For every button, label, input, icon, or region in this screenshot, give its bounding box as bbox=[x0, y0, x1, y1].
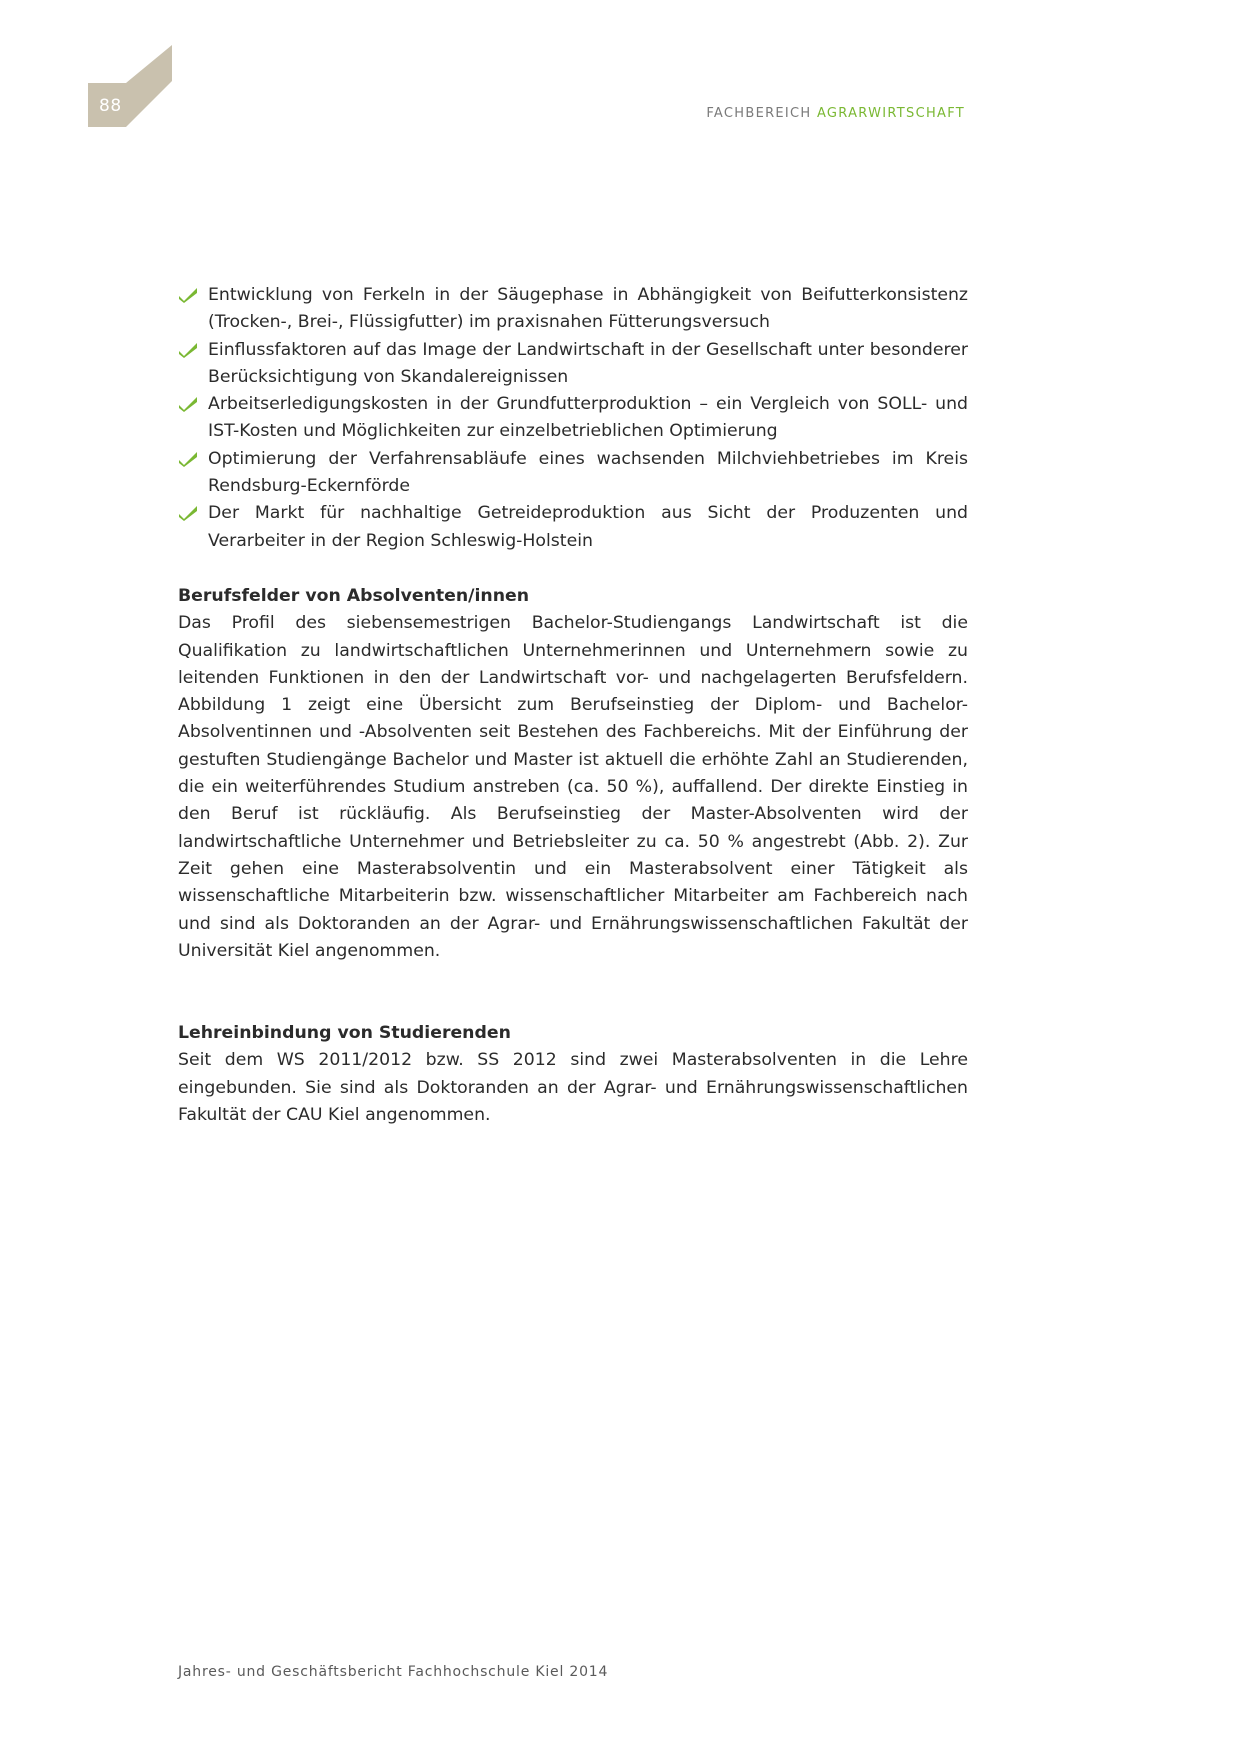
list-item-text: Arbeitserledigungskosten in der Grundfutterproduktion – ein Vergleich von SOLL- und IST-Kosten und Möglichkeiten zur einzelbetrieblichen Optimierung bbox=[208, 394, 968, 442]
check-icon bbox=[178, 287, 198, 303]
check-icon bbox=[178, 451, 198, 467]
list-item bbox=[178, 282, 968, 337]
running-head-department: FACHBEREICH bbox=[706, 106, 812, 121]
check-icon bbox=[178, 396, 198, 412]
section-body: Das Profil des siebensemestrigen Bachelor-Studiengangs Landwirtschaft ist die Qualifikation zu landwirtschaftlichen Unternehmerinnen und Unternehmern sowie zu leitenden Funktionen in den der Landwirtschaft vor- und nachgelagerten Berufsfeldern. Abbildung 1 zeigt eine Übersicht zum Berufseinstieg der Diplom- und Bachelor-Absolventinnen und -Absolventen seit Bestehen des Fachbereichs. Mit der Einführung der gestuften Studiengänge Bachelor und Master ist aktuell die erhöhte Zahl an Studierenden, die ein weiterführendes Studium anstreben (ca. 50 %), auffallend. Der direkte Einstieg in den Beruf ist rückläufig. Als Berufseinstieg der Master-Absolventen wird der landwirtschaftliche Unternehmer und Betriebsleiter zu ca. 50 % angestrebt (Abb. 2). Zur Zeit gehen eine Masterabsolventin und ein Masterabsolvent einer Tätigkeit als wissenschaftliche Mitarbeiterin bzw. wissenschaftlicher Mitarbeiter am Fachbereich nach und sind als Doktoranden an der Agrar- und Ernährungswissenschaftlichen Fakultät der Universität Kiel angenommen. bbox=[178, 613, 968, 961]
page-number: 88 bbox=[99, 96, 122, 116]
section-berufsfelder bbox=[178, 583, 968, 965]
topic-list bbox=[178, 282, 968, 555]
list-item bbox=[178, 446, 968, 501]
list-item bbox=[178, 391, 968, 446]
list-item-text: Einflussfaktoren auf das Image der Landwirtschaft in der Gesellschaft unter besonderer Berücksichtigung von Skandalereignissen bbox=[208, 339, 968, 387]
main-content bbox=[178, 282, 968, 1129]
section-lehreinbindung bbox=[178, 1020, 968, 1129]
section-body: Seit dem WS 2011/2012 bzw. SS 2012 sind zwei Masterabsolventen in die Lehre eingebunden. Sie sind als Doktoranden an der Agrar- und Ernährungswissenschaftlichen Fakultät der CAU Kiel angenommen. bbox=[178, 1050, 968, 1126]
section-heading: Berufsfelder von Absolventen/innen bbox=[178, 585, 530, 606]
list-item-text: Optimierung der Verfahrensabläufe eines wachsenden Milchviehbetriebes im Kreis Rendsburg-Eckernförde bbox=[208, 448, 968, 497]
running-head bbox=[706, 106, 965, 121]
page-footer: Jahres- und Geschäftsbericht Fachhochschule Kiel 2014 bbox=[178, 1664, 609, 1680]
list-item bbox=[178, 500, 968, 555]
list-item-text: Der Markt für nachhaltige Getreideproduktion aus Sicht der Produzenten und Verarbeiter in der Region Schleswig-Holstein bbox=[208, 503, 968, 551]
list-item bbox=[178, 337, 968, 392]
list-item-text: Entwicklung von Ferkeln in der Säugephase in Abhängigkeit von Beifutterkonsistenz (Trocken-, Brei-, Flüssigfutter) im praxisnahen Fütterungsversuch bbox=[208, 285, 968, 333]
section-heading: Lehreinbindung von Studierenden bbox=[178, 1023, 511, 1044]
check-icon bbox=[178, 342, 198, 358]
running-head-department-accent: AGRARWIRTSCHAFT bbox=[816, 106, 965, 121]
check-icon bbox=[178, 505, 198, 521]
